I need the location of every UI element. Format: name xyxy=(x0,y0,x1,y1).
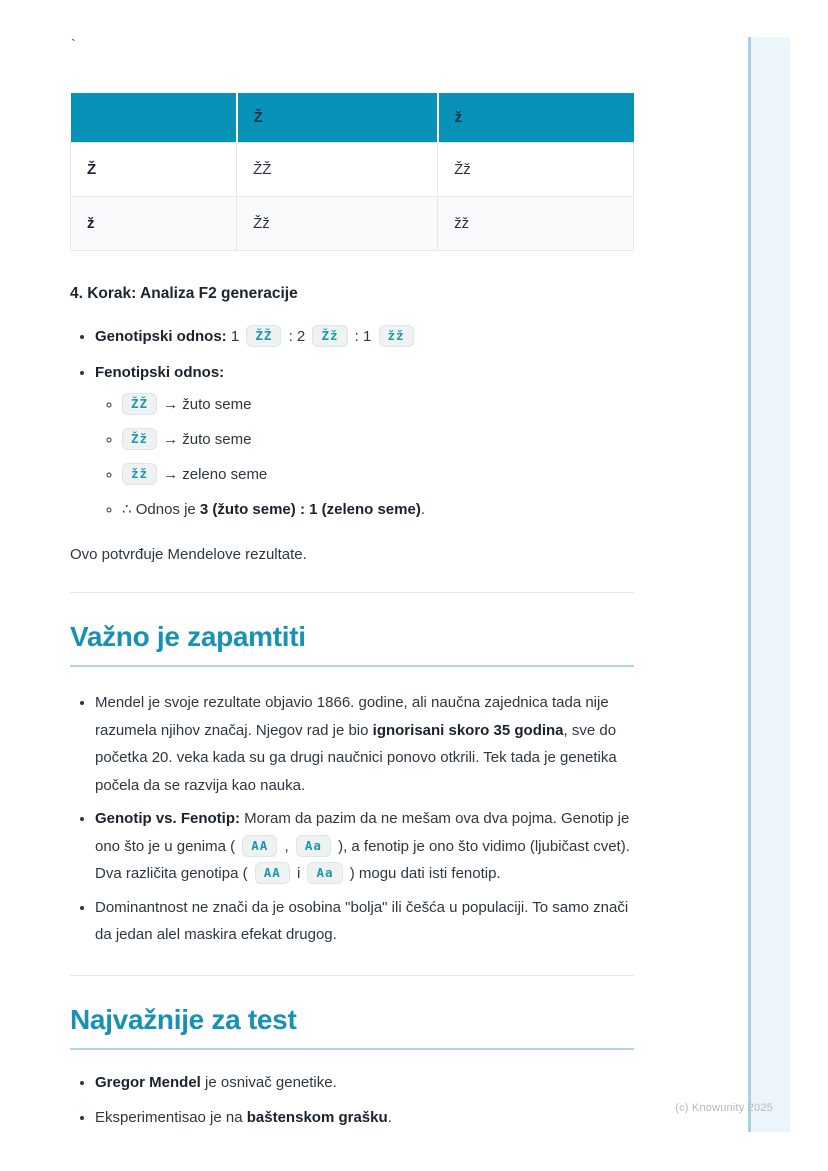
genotype-badge: AA xyxy=(255,862,290,884)
table-header-allele-recessive: ž xyxy=(438,93,634,143)
test-item-pea xyxy=(95,1107,634,1129)
bold-segment: Gregor Mendel xyxy=(95,1073,201,1091)
bold-segment: Genotip vs. Fenotip: xyxy=(95,810,240,827)
table-cell: Žž xyxy=(438,143,634,197)
genotype-seg: : 1 xyxy=(350,328,376,345)
text-segment: Mendel je svoje rezultate objavio 1866. godine, ali naučna zajednica tada nije razumela njihov značaj. Njegov rad je bio xyxy=(95,694,609,739)
genotype-badge: ŽŽ xyxy=(246,325,281,347)
step4-list xyxy=(70,325,634,522)
closing-paragraph: Ovo potvrđuje Mendelove rezultate. xyxy=(70,546,307,563)
right-scroll-strip[interactable] xyxy=(748,37,790,1132)
text-segment: ), a fenotip je ono što vidimo (ljubičast cvet). Dva različita genotipa ( xyxy=(95,837,630,882)
genotype-badge: Žž xyxy=(122,428,157,450)
conclusion-prefix: ∴ Odnos je xyxy=(122,501,200,518)
genotype-ratio-item xyxy=(95,325,634,349)
section-title-test: Najvažnije za test xyxy=(70,1004,634,1050)
text-segment: je osnivač genetike. xyxy=(200,1073,337,1091)
text-segment: , sve do početka 20. veka kada su ga drugi naučnici ponovo otkrili. Tek tada je genetika počela da se razvija kao nauka. xyxy=(95,721,617,794)
genotype-seg: 1 xyxy=(226,328,244,345)
text-segment: , xyxy=(280,837,293,855)
document-content xyxy=(70,93,634,1129)
genotype-badge: Žž xyxy=(312,325,347,347)
conclusion-suffix: . xyxy=(420,501,425,518)
table-cell: Žž xyxy=(237,197,438,251)
table-header-allele-dominant: Ž xyxy=(237,93,438,143)
phenotype-item xyxy=(122,393,634,417)
text-segment: Dominantnost ne znači da je osobina "bolja" ili češća u populaciji. To samo znači da jedan alel maskira efekat drugog. xyxy=(95,898,629,943)
genotype-badge: žž xyxy=(122,463,157,485)
genotype-badge: Aa xyxy=(296,835,331,857)
section-title-important: Važno je zapamtiti xyxy=(70,621,634,667)
phenotype-ratio-item xyxy=(95,361,634,522)
genotype-badge: ŽŽ xyxy=(122,393,157,415)
table-header-corner xyxy=(71,93,237,143)
punnett-square-table xyxy=(70,93,634,251)
watermark: (c) Knowunity 2025 xyxy=(675,1102,773,1114)
important-item-genotype-phenotype xyxy=(95,805,634,888)
bold-segment: ignorisani skoro 35 godina xyxy=(372,721,564,739)
phenotype-ratio-label: Fenotipski odnos: xyxy=(95,364,225,381)
table-header-row xyxy=(71,93,634,143)
test-item-mendel xyxy=(95,1072,634,1094)
text-segment: Eksperimentisao je na xyxy=(95,1108,247,1126)
text-segment: Moram da pazim da ne mešam ova dva pojma. Genotip je ono što je u genima ( xyxy=(95,810,630,855)
test-list xyxy=(70,1072,634,1129)
phenotype-text: → žuto seme xyxy=(163,396,252,413)
text-segment: ) mogu dati isti fenotip. xyxy=(345,865,501,882)
phenotype-item xyxy=(122,428,634,452)
table-cell: žž xyxy=(438,197,634,251)
conclusion-ratio: 3 (žuto seme) : 1 (zeleno seme) xyxy=(199,501,421,518)
phenotype-text: → zeleno seme xyxy=(163,466,268,483)
step4-heading: 4. Korak: Analiza F2 generacije xyxy=(70,285,298,302)
genotype-badge: AA xyxy=(242,835,277,857)
phenotype-text: → žuto seme xyxy=(163,431,252,448)
genotype-badge: Aa xyxy=(307,862,342,884)
row-label: Ž xyxy=(71,143,237,197)
section-divider xyxy=(70,592,634,593)
phenotype-conclusion xyxy=(122,498,634,522)
section-divider xyxy=(70,975,634,976)
table-row xyxy=(71,197,634,251)
phenotype-sublist xyxy=(95,393,634,522)
stray-backtick: ` xyxy=(71,36,76,52)
bold-segment: baštenskom grašku xyxy=(246,1108,388,1126)
table-row xyxy=(71,143,634,197)
genotype-ratio-label: Genotipski odnos: xyxy=(95,328,227,345)
table-cell: ŽŽ xyxy=(237,143,438,197)
genotype-badge: žž xyxy=(379,325,414,347)
text-segment: i xyxy=(292,865,305,882)
important-item-dominance xyxy=(95,894,634,949)
text-segment: . xyxy=(387,1108,392,1126)
genotype-seg: : 2 xyxy=(284,328,310,345)
phenotype-item xyxy=(122,463,634,487)
important-list xyxy=(70,689,634,949)
row-label: ž xyxy=(71,197,237,251)
important-item-history xyxy=(95,689,634,799)
